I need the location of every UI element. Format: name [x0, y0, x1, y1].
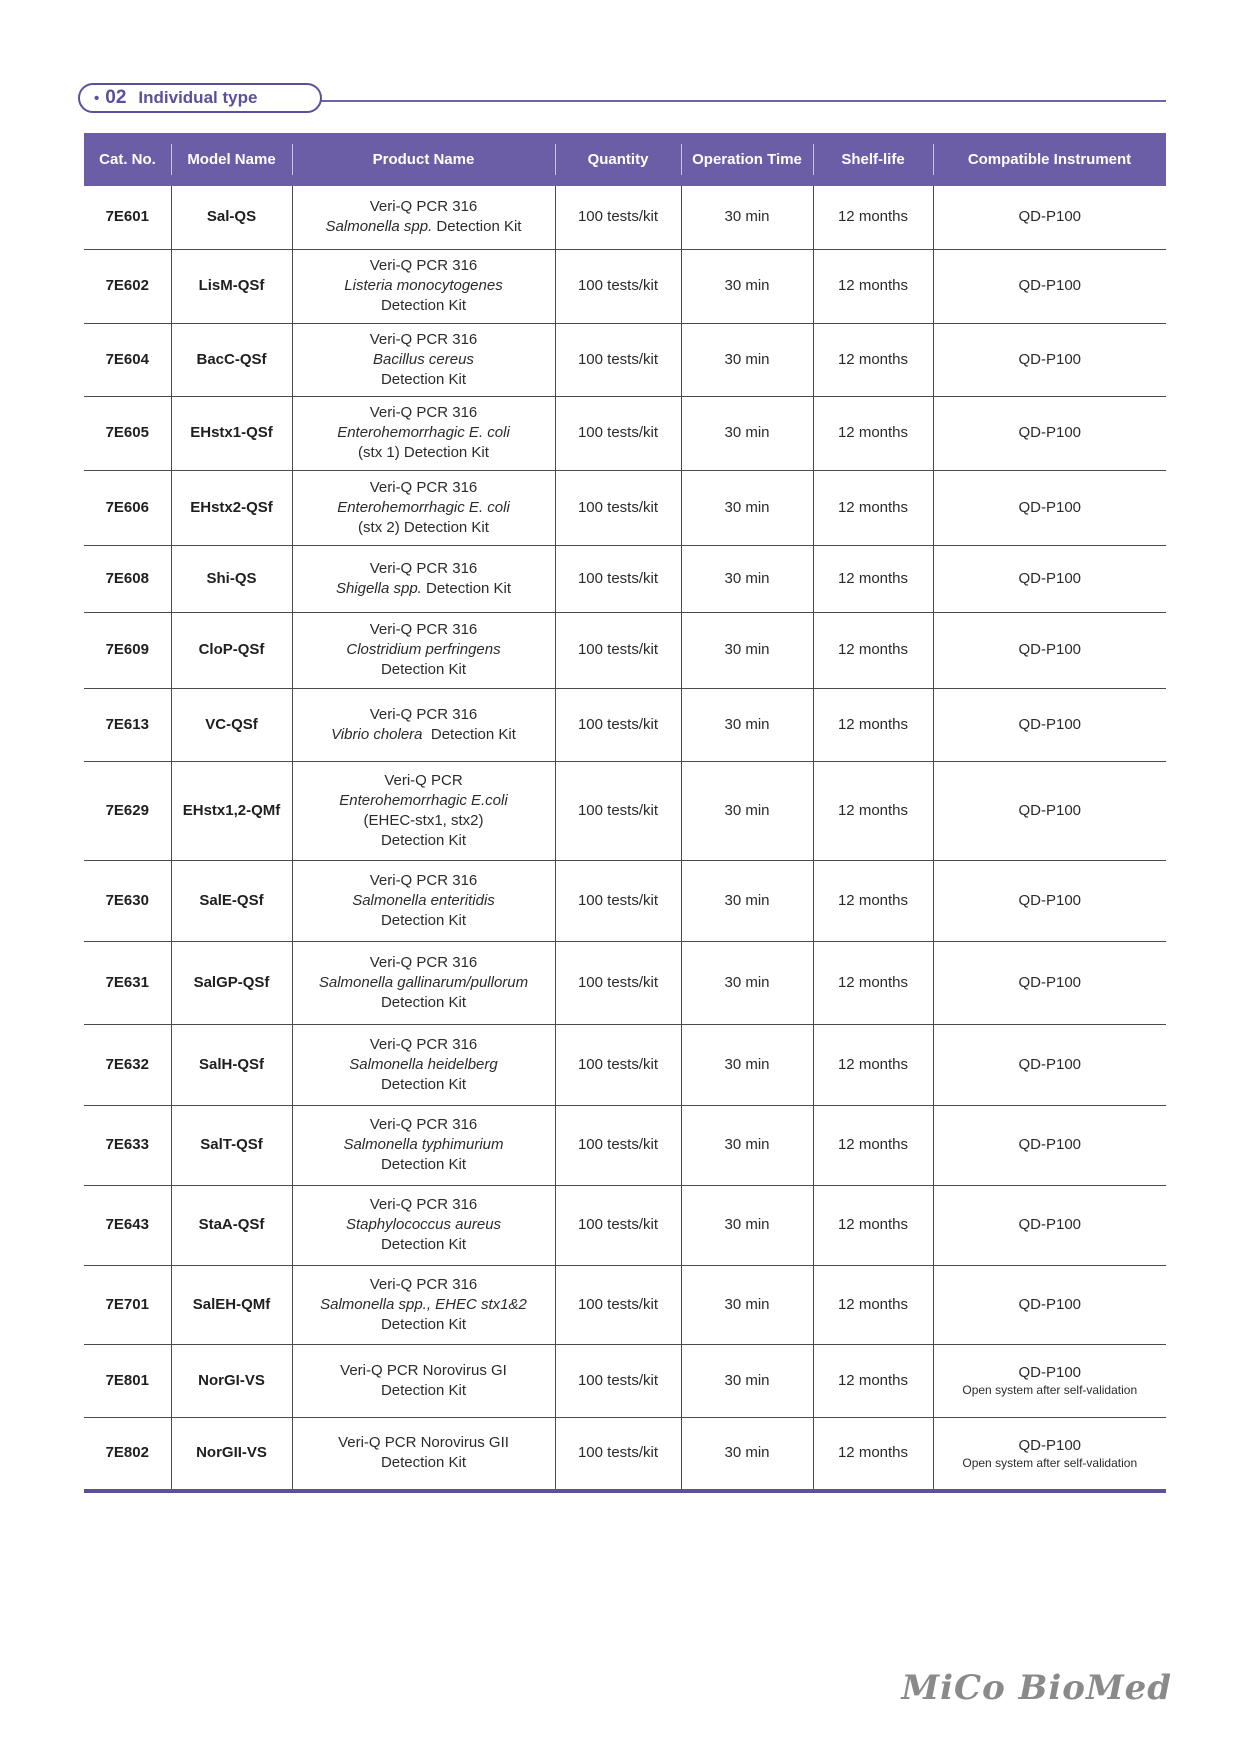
product-name-cell — [292, 545, 555, 612]
instrument-cell — [933, 249, 1166, 323]
quantity-cell: 100 tests/kit — [555, 545, 681, 612]
operation-time-cell: 30 min — [681, 323, 813, 396]
quantity-cell: 100 tests/kit — [555, 941, 681, 1024]
quantity-cell: 100 tests/kit — [555, 249, 681, 323]
model-name-cell: VC-QSf — [171, 688, 292, 761]
species-name: Salmonella typhimurium — [343, 1136, 504, 1153]
product-name-line: (stx 1) Detection Kit — [358, 444, 489, 461]
product-name-line: (stx 2) Detection Kit — [358, 518, 489, 536]
quantity-cell: 100 tests/kit — [555, 1185, 681, 1265]
model-name-cell: Sal-QS — [171, 186, 292, 249]
product-name-line: Veri-Q PCR 316 — [369, 621, 478, 638]
operation-time-cell: 30 min — [681, 249, 813, 323]
product-name-cell — [292, 396, 555, 470]
shelf-life-cell: 12 months — [813, 1185, 933, 1265]
product-name-line — [293, 725, 555, 745]
product-table — [84, 133, 1166, 1493]
cat-no-cell: 7E632 — [84, 1024, 171, 1105]
product-name-line: Detection Kit — [380, 911, 467, 929]
instrument-name: QD-P100 — [1018, 569, 1082, 587]
section-rule — [318, 100, 1166, 102]
operation-time-cell: 30 min — [681, 1185, 813, 1265]
cat-no-cell: 7E643 — [84, 1185, 171, 1265]
instrument-name: QD-P100 — [1018, 1295, 1082, 1313]
product-name-line: Veri-Q PCR 316 — [369, 198, 478, 216]
bullet: • — [94, 89, 100, 107]
instrument-name: QD-P100 — [1018, 1436, 1082, 1454]
model-name-cell: Shi-QS — [171, 545, 292, 612]
instrument-name: QD-P100 — [1018, 424, 1082, 441]
shelf-life-cell: 12 months — [813, 860, 933, 941]
product-name-cell — [292, 1185, 555, 1265]
product-name-fragment: Detection Kit — [421, 579, 512, 597]
product-name-line: Detection Kit — [380, 370, 467, 388]
species-name: Salmonella heidelberg — [349, 1055, 498, 1073]
species-name: Salmonella gallinarum/pullorum — [318, 973, 529, 991]
product-name-line: Veri-Q PCR 316 — [369, 330, 478, 348]
species-name: Staphylococcus aureus — [345, 1216, 502, 1233]
operation-time-cell: 30 min — [681, 761, 813, 860]
model-name-cell: SalT-QSf — [171, 1105, 292, 1185]
product-name-fragment: Detection Kit — [432, 218, 522, 236]
instrument-note: Open system after self-validation — [962, 1455, 1138, 1470]
product-name-line: Veri-Q PCR 316 — [369, 478, 478, 496]
species-name: Enterohemorrhagic E. coli — [337, 498, 510, 516]
cat-no-cell: 7E801 — [84, 1344, 171, 1417]
instrument-name: QD-P100 — [1018, 641, 1082, 658]
shelf-life-cell: 12 months — [813, 545, 933, 612]
cat-no-cell: 7E606 — [84, 470, 171, 545]
header-shelf-life: Shelf-life — [813, 133, 933, 186]
product-name-line: Detection Kit — [380, 831, 467, 849]
product-name-line: Detection Kit — [380, 661, 467, 678]
header-compatible-instrument: Compatible Instrument — [933, 133, 1166, 186]
shelf-life-cell: 12 months — [813, 396, 933, 470]
operation-time-cell: 30 min — [681, 545, 813, 612]
instrument-name: QD-P100 — [1018, 350, 1082, 368]
product-name-cell — [292, 941, 555, 1024]
cat-no-cell: 7E629 — [84, 761, 171, 860]
shelf-life-cell: 12 months — [813, 761, 933, 860]
product-name-line: Veri-Q PCR Norovirus GI — [340, 1361, 507, 1379]
table-row — [84, 1344, 1166, 1417]
cat-no-cell: 7E608 — [84, 545, 171, 612]
operation-time-cell: 30 min — [681, 470, 813, 545]
species-name: Bacillus cereus — [373, 350, 474, 368]
product-name-line: Detection Kit — [380, 1075, 467, 1093]
instrument-cell — [933, 1105, 1166, 1185]
product-name-line — [293, 579, 555, 599]
quantity-cell: 100 tests/kit — [555, 688, 681, 761]
product-name-cell — [292, 1344, 555, 1417]
instrument-cell — [933, 688, 1166, 761]
shelf-life-cell: 12 months — [813, 1344, 933, 1417]
species-name: Clostridium perfringens — [346, 641, 501, 658]
product-name-fragment: Detection Kit — [422, 725, 516, 743]
product-name-line: Detection Kit — [380, 1381, 467, 1399]
product-name-cell — [292, 688, 555, 761]
instrument-name: QD-P100 — [1018, 891, 1082, 909]
shelf-life-cell: 12 months — [813, 1024, 933, 1105]
shelf-life-cell: 12 months — [813, 470, 933, 545]
cat-no-cell: 7E609 — [84, 612, 171, 688]
cat-no-cell: 7E605 — [84, 396, 171, 470]
product-name-line: Detection Kit — [380, 1315, 467, 1333]
instrument-cell — [933, 941, 1166, 1024]
product-name-line: Veri-Q PCR 316 — [369, 1196, 478, 1213]
product-name-cell — [292, 1265, 555, 1344]
product-name-line: Detection Kit — [380, 1156, 467, 1173]
product-name-cell — [292, 470, 555, 545]
shelf-life-cell: 12 months — [813, 186, 933, 249]
product-name-line: Detection Kit — [380, 1236, 467, 1253]
operation-time-cell: 30 min — [681, 1024, 813, 1105]
instrument-cell — [933, 612, 1166, 688]
section-title: Individual type — [138, 88, 258, 107]
instrument-cell — [933, 545, 1166, 612]
quantity-cell: 100 tests/kit — [555, 1024, 681, 1105]
model-name-cell: EHstx2-QSf — [171, 470, 292, 545]
table-row — [84, 1417, 1166, 1491]
quantity-cell: 100 tests/kit — [555, 1417, 681, 1491]
instrument-name: QD-P100 — [1018, 1216, 1082, 1233]
product-name-line: Detection Kit — [380, 993, 467, 1011]
quantity-cell: 100 tests/kit — [555, 186, 681, 249]
model-name-cell: CloP-QSf — [171, 612, 292, 688]
operation-time-cell: 30 min — [681, 612, 813, 688]
product-name-line: Detection Kit — [380, 1454, 467, 1472]
instrument-name: QD-P100 — [1018, 1055, 1082, 1073]
operation-time-cell: 30 min — [681, 1265, 813, 1344]
product-name-cell — [292, 249, 555, 323]
model-name-cell: EHstx1-QSf — [171, 396, 292, 470]
table-row — [84, 860, 1166, 941]
product-name-line — [293, 217, 555, 237]
shelf-life-cell: 12 months — [813, 941, 933, 1024]
species-name: Salmonella spp., EHEC stx1&2 — [320, 1295, 527, 1313]
instrument-cell — [933, 470, 1166, 545]
product-name-line: Veri-Q PCR 316 — [369, 257, 478, 274]
instrument-name: QD-P100 — [1018, 715, 1082, 733]
section-number: 02 — [105, 87, 127, 108]
cat-no-cell: 7E630 — [84, 860, 171, 941]
table-row — [84, 545, 1166, 612]
header-model-name: Model Name — [171, 133, 292, 186]
operation-time-cell: 30 min — [681, 396, 813, 470]
operation-time-cell: 30 min — [681, 688, 813, 761]
instrument-cell — [933, 860, 1166, 941]
quantity-cell: 100 tests/kit — [555, 1344, 681, 1417]
product-name-cell — [292, 1417, 555, 1491]
quantity-cell: 100 tests/kit — [555, 396, 681, 470]
instrument-cell — [933, 1185, 1166, 1265]
shelf-life-cell: 12 months — [813, 323, 933, 396]
instrument-name: QD-P100 — [1018, 1364, 1082, 1381]
species-name: Enterohemorrhagic E.coli — [339, 791, 508, 809]
product-name-cell — [292, 860, 555, 941]
operation-time-cell: 30 min — [681, 941, 813, 1024]
cat-no-cell: 7E613 — [84, 688, 171, 761]
model-name-cell: SalH-QSf — [171, 1024, 292, 1105]
instrument-name: QD-P100 — [1018, 498, 1082, 516]
product-name-line: Veri-Q PCR — [384, 771, 463, 789]
table-row — [84, 941, 1166, 1024]
species-name: Salmonella enteritidis — [352, 891, 495, 909]
product-name-line: Veri-Q PCR 316 — [369, 1116, 478, 1133]
instrument-name: QD-P100 — [1018, 277, 1082, 294]
cat-no-cell: 7E701 — [84, 1265, 171, 1344]
operation-time-cell: 30 min — [681, 1344, 813, 1417]
instrument-cell — [933, 1417, 1166, 1491]
instrument-name: QD-P100 — [1018, 801, 1082, 819]
table-header-row — [84, 133, 1166, 186]
table-row — [84, 688, 1166, 761]
header-operation-time: Operation Time — [681, 133, 813, 186]
header-quantity: Quantity — [555, 133, 681, 186]
table-row — [84, 1105, 1166, 1185]
product-name-cell — [292, 1024, 555, 1105]
product-name-cell — [292, 186, 555, 249]
product-name-cell — [292, 612, 555, 688]
instrument-name: QD-P100 — [1018, 1136, 1082, 1153]
quantity-cell: 100 tests/kit — [555, 860, 681, 941]
quantity-cell: 100 tests/kit — [555, 761, 681, 860]
operation-time-cell: 30 min — [681, 1417, 813, 1491]
shelf-life-cell: 12 months — [813, 1417, 933, 1491]
instrument-note: Open system after self-validation — [962, 1383, 1138, 1397]
quantity-cell: 100 tests/kit — [555, 1265, 681, 1344]
cat-no-cell: 7E604 — [84, 323, 171, 396]
quantity-cell: 100 tests/kit — [555, 1105, 681, 1185]
product-name-cell — [292, 761, 555, 860]
model-name-cell: LisM-QSf — [171, 249, 292, 323]
product-name-cell — [292, 323, 555, 396]
instrument-cell — [933, 186, 1166, 249]
table-row — [84, 323, 1166, 396]
instrument-cell — [933, 761, 1166, 860]
instrument-cell — [933, 1265, 1166, 1344]
cat-no-cell: 7E631 — [84, 941, 171, 1024]
product-name-line: Veri-Q PCR Norovirus GII — [338, 1434, 509, 1452]
product-name-line: Veri-Q PCR 316 — [369, 705, 478, 723]
table-row — [84, 1024, 1166, 1105]
table-row — [84, 612, 1166, 688]
product-name-cell — [292, 1105, 555, 1185]
cat-no-cell: 7E633 — [84, 1105, 171, 1185]
model-name-cell: NorGII-VS — [171, 1417, 292, 1491]
header-product-name: Product Name — [292, 133, 555, 186]
product-name-line: Veri-Q PCR 316 — [369, 559, 478, 577]
species-name: Shigella spp. — [335, 579, 422, 597]
quantity-cell: 100 tests/kit — [555, 470, 681, 545]
shelf-life-cell: 12 months — [813, 1265, 933, 1344]
instrument-cell — [933, 1344, 1166, 1417]
cat-no-cell: 7E802 — [84, 1417, 171, 1491]
species-name: Vibrio cholera — [331, 725, 423, 743]
table-row — [84, 761, 1166, 860]
table-row — [84, 1185, 1166, 1265]
product-name-line: Veri-Q PCR 316 — [369, 404, 478, 421]
section-pill — [78, 83, 322, 113]
instrument-name: QD-P100 — [1018, 973, 1082, 991]
product-name-line: Veri-Q PCR 316 — [369, 871, 478, 889]
product-name-line: (EHEC-stx1, stx2) — [363, 811, 484, 829]
instrument-cell — [933, 396, 1166, 470]
product-name-line: Veri-Q PCR 316 — [369, 1275, 478, 1293]
quantity-cell: 100 tests/kit — [555, 323, 681, 396]
table-row — [84, 186, 1166, 249]
product-name-line: Veri-Q PCR 316 — [369, 1035, 478, 1053]
table-row — [84, 470, 1166, 545]
cat-no-cell: 7E601 — [84, 186, 171, 249]
model-name-cell: StaA-QSf — [171, 1185, 292, 1265]
table-row — [84, 249, 1166, 323]
model-name-cell: EHstx1,2-QMf — [171, 761, 292, 860]
cat-no-cell: 7E602 — [84, 249, 171, 323]
species-name: Enterohemorrhagic E. coli — [337, 424, 510, 441]
model-name-cell: SalE-QSf — [171, 860, 292, 941]
operation-time-cell: 30 min — [681, 860, 813, 941]
instrument-cell — [933, 323, 1166, 396]
section-header — [78, 83, 1166, 117]
instrument-cell — [933, 1024, 1166, 1105]
shelf-life-cell: 12 months — [813, 249, 933, 323]
shelf-life-cell: 12 months — [813, 688, 933, 761]
shelf-life-cell: 12 months — [813, 1105, 933, 1185]
model-name-cell: BacC-QSf — [171, 323, 292, 396]
product-name-line: Veri-Q PCR 316 — [369, 953, 478, 971]
model-name-cell: SalEH-QMf — [171, 1265, 292, 1344]
model-name-cell: NorGI-VS — [171, 1344, 292, 1417]
operation-time-cell: 30 min — [681, 1105, 813, 1185]
quantity-cell: 100 tests/kit — [555, 612, 681, 688]
brand-logo: MiCo BioMed — [901, 1668, 1172, 1708]
product-name-line: Detection Kit — [380, 297, 467, 314]
model-name-cell: SalGP-QSf — [171, 941, 292, 1024]
header-cat-no: Cat. No. — [84, 133, 171, 186]
operation-time-cell: 30 min — [681, 186, 813, 249]
table-row — [84, 396, 1166, 470]
species-name: Salmonella spp. — [325, 218, 433, 236]
shelf-life-cell: 12 months — [813, 612, 933, 688]
species-name: Listeria monocytogenes — [344, 277, 503, 294]
instrument-name: QD-P100 — [1018, 208, 1082, 226]
table-row — [84, 1265, 1166, 1344]
